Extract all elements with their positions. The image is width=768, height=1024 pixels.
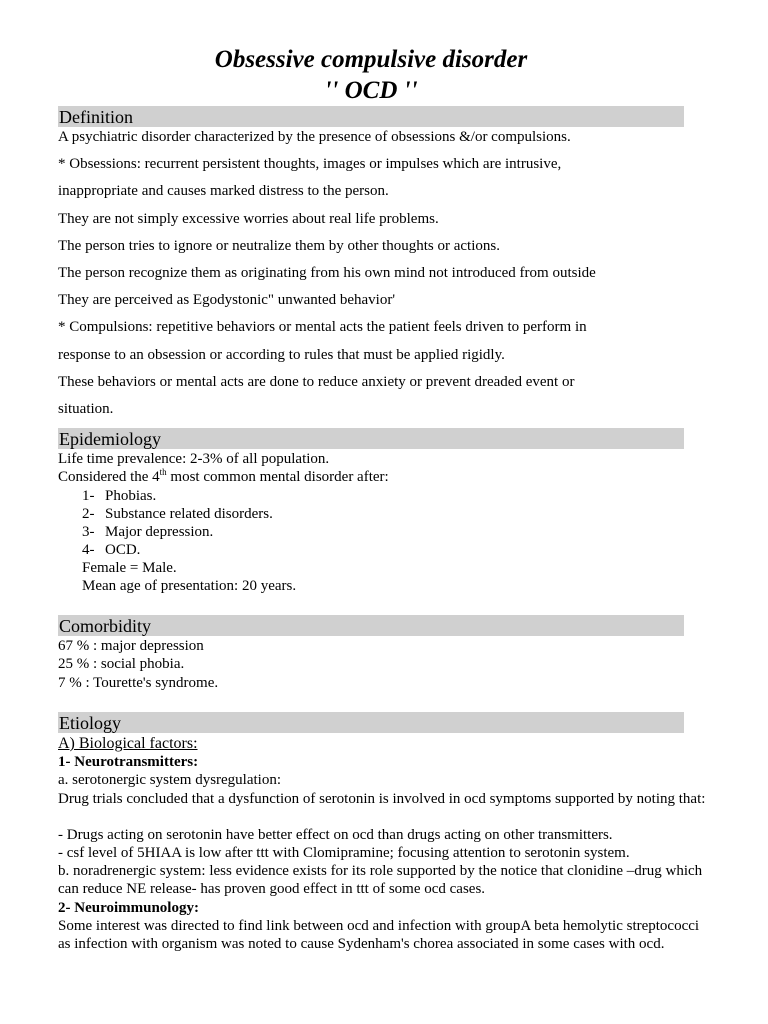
ranking-line: Considered the 4th most common mental disorder after:	[58, 467, 389, 485]
definition-line: The person recognize them as originating from his own mind not introduced from outside	[58, 265, 596, 281]
list-item: 4- OCD.	[82, 542, 141, 558]
epidemiology-heading: Epidemiology	[58, 428, 684, 449]
definition-line: A psychiatric disorder characterized by the presence of obsessions &/or compulsions.	[58, 129, 571, 145]
neurotransmitters-title: 1- Neurotransmitters:	[58, 754, 199, 770]
list-item: 1- Phobias.	[82, 488, 157, 504]
comorbidity-heading: Comorbidity	[58, 615, 684, 636]
document-title-abbreviation: '' OCD ''	[324, 77, 418, 104]
drug-trials-paragraph: Drug trials concluded that a dysfunction of serotonin is involved in ocd symptoms supported by noting that:	[58, 791, 706, 807]
noradrenergic-paragraph: b. noradrenergic system: less evidence exists for its role supported by the notice that clonidine –drug which can reduce NE release- has proven good effect in ttt of some ocd cases.	[58, 863, 703, 897]
comorbidity-row: 67 % : major depression	[58, 638, 204, 654]
definition-heading: Definition	[58, 106, 684, 127]
definition-line: inappropriate and causes marked distress to the person.	[58, 183, 389, 199]
definition-line: The person tries to ignore or neutralize them by other thoughts or actions.	[58, 238, 500, 254]
comorbidity-row: 25 % : social phobia.	[58, 656, 185, 672]
list-item: 2- Substance related disorders.	[82, 506, 273, 522]
serotonergic-line: a. serotonergic system dysregulation:	[58, 772, 282, 788]
sex-ratio-line: Female = Male.	[82, 560, 177, 576]
neuroimmunology-paragraph: Some interest was directed to find link between ocd and infection with groupA beta hemolytic streptococci as infection with organism was noted to cause Sydenham's chorea associated in some cases with ocd.	[58, 918, 700, 952]
definition-line: They are not simply excessive worries about real life problems.	[58, 211, 439, 227]
etiology-heading: Etiology	[58, 712, 684, 733]
definition-line: They are perceived as Egodystonic" unwanted behavior'	[58, 292, 396, 308]
definition-line: * Compulsions: repetitive behaviors or mental acts the patient feels driven to perform in	[58, 319, 587, 335]
comorbidity-row: 7 % : Tourette's syndrome.	[58, 675, 219, 691]
definition-line: These behaviors or mental acts are done to reduce anxiety or prevent dreaded event or	[58, 374, 575, 390]
serotonin-point: - Drugs acting on serotonin have better effect on ocd than drugs acting on other transmitters.	[58, 827, 613, 843]
list-item: 3- Major depression.	[82, 524, 214, 540]
document-title: Obsessive compulsive disorder	[214, 46, 528, 73]
serotonin-point: - csf level of 5HIAA is low after ttt with Clomipramine; focusing attention to serotonin system.	[58, 845, 630, 861]
prevalence-line: Life time prevalence: 2-3% of all population.	[58, 451, 330, 467]
definition-line: response to an obsession or according to rules that must be applied rigidly.	[58, 347, 505, 363]
definition-line: situation.	[58, 401, 114, 417]
mean-age-line: Mean age of presentation: 20 years.	[82, 578, 297, 594]
biological-factors-subheading: A) Biological factors:	[58, 735, 198, 752]
neuroimmunology-title: 2- Neuroimmunology:	[58, 900, 199, 916]
definition-line: * Obsessions: recurrent persistent thoughts, images or impulses which are intrusive,	[58, 156, 562, 172]
